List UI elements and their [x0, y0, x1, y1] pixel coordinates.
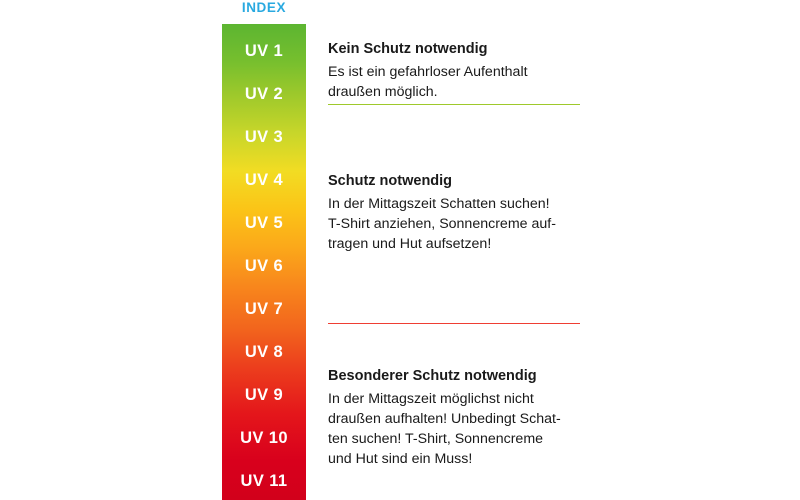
advice-body: [328, 194, 590, 254]
advice-line: T-Shirt anziehen, Sonnencreme auf-: [328, 216, 556, 232]
advice-title: Schutz notwendig: [328, 173, 453, 189]
scale-label-uv-8: UV 8: [244, 343, 284, 361]
scale-label-uv-5: UV 5: [244, 214, 284, 232]
uv-color-scale: [222, 24, 306, 500]
advice-body: [328, 62, 590, 102]
scale-label-uv-3: UV 3: [244, 128, 284, 146]
advice-line: In der Mittagszeit Schatten suchen!: [328, 195, 550, 212]
scale-label-uv-6: UV 6: [244, 257, 284, 275]
advice-body: [328, 389, 590, 470]
scale-label-uv-11: UV 11: [240, 472, 288, 490]
scale-label-uv-1: UV 1: [244, 42, 284, 60]
scale-label-uv-9: UV 9: [244, 386, 284, 404]
scale-label-uv-4: UV 4: [244, 171, 284, 189]
advice-line: und Hut sind ein Muss!: [328, 451, 473, 468]
advice-line: Es ist ein gefahrloser Aufenthalt: [328, 63, 528, 80]
scale-label-uv-2: UV 2: [244, 85, 284, 103]
advice-line: draußen möglich.: [328, 84, 438, 100]
scale-label-uv-10: UV 10: [240, 429, 288, 447]
advice-title: Besonderer Schutz notwendig: [328, 368, 537, 384]
advice-line: draußen aufhalten! Unbedingt Schat-: [328, 411, 561, 427]
advice-line: In der Mittagszeit möglichst nicht: [328, 390, 534, 407]
advice-block-special-protection: [328, 367, 590, 469]
advice-line: ten suchen! T-Shirt, Sonnencreme: [328, 431, 544, 448]
advice-title: Kein Schutz notwendig: [328, 41, 488, 57]
advice-line: tragen und Hut aufsetzen!: [328, 236, 492, 253]
scale-label-uv-7: UV 7: [244, 300, 284, 318]
index-title: INDEX: [241, 0, 287, 15]
advice-column: [328, 0, 590, 500]
advice-block-no-protection: [328, 40, 590, 102]
advice-block-protection: [328, 172, 590, 254]
